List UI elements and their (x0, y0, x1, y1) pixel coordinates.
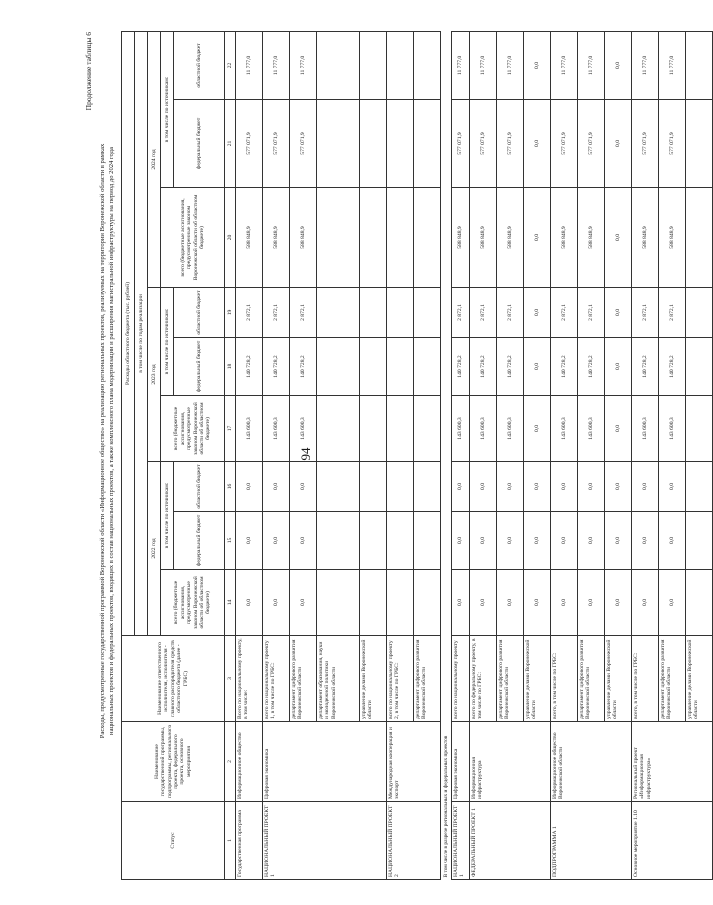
value-cell: 2 872,1 (236, 288, 263, 338)
header-expenses: Расходы областного бюджета (тыс. рублей) (122, 31, 135, 635)
value-cell (387, 31, 414, 99)
responsible-cell: департамент цифрового развития Воронежской области (290, 636, 317, 722)
value-cell: 140 728,2 (263, 338, 290, 396)
value-cell: 577 071,9 (290, 100, 317, 188)
value-cell: 140 728,2 (470, 338, 497, 396)
col-number: 21 (225, 100, 236, 188)
value-cell: 0,0 (290, 570, 317, 636)
header-sources-2024: в том числе по источникам: (161, 31, 174, 187)
value-cell (686, 462, 713, 512)
value-cell: 588 848,9 (497, 188, 524, 288)
value-cell: 0,0 (524, 188, 551, 288)
value-cell: 0,0 (605, 570, 632, 636)
header-sources-2023: в том числе по источникам: (161, 288, 174, 396)
status-cell: ПОДПРОГРАММА 1 (551, 802, 632, 880)
value-cell: 577 071,9 (659, 100, 686, 188)
header-year-2023: 2023 год (148, 288, 161, 462)
status-cell: Государственная программа (236, 802, 263, 880)
value-cell (317, 512, 360, 570)
value-cell (387, 288, 414, 338)
table-row (470, 31, 497, 879)
value-cell: 0,0 (524, 338, 551, 396)
value-cell (414, 31, 441, 99)
value-cell: 588 848,9 (632, 188, 659, 288)
value-cell: 577 071,9 (470, 100, 497, 188)
col-number: 15 (225, 512, 236, 570)
responsible-cell: Всего по национальному проекту, в том числе: (236, 636, 263, 722)
value-cell (360, 512, 387, 570)
value-cell (414, 512, 441, 570)
section-label: В том числе в разрезе региональных и федеральных проектов (441, 31, 452, 879)
responsible-cell: департамент цифрового развития Воронежской области (659, 636, 686, 722)
program-name-cell: Информационное общество (236, 722, 263, 802)
value-cell: 588 848,9 (470, 188, 497, 288)
rotated-page-content (84, 32, 700, 880)
responsible-cell: всего по национальному проекту 2, в том числе по ГРБС: (387, 636, 414, 722)
program-name-cell: Региональный проект «Информационная инфраструктура» (632, 722, 713, 802)
value-cell: 0,0 (578, 512, 605, 570)
table-row (263, 31, 290, 879)
value-cell (360, 396, 387, 462)
value-cell: 0,0 (524, 100, 551, 188)
value-cell: 2 872,1 (290, 288, 317, 338)
value-cell (414, 188, 441, 288)
value-cell: 588 848,9 (578, 188, 605, 288)
value-cell: 143 600,3 (470, 396, 497, 462)
value-cell: 0,0 (452, 570, 470, 636)
value-cell: 0,0 (605, 396, 632, 462)
expenses-table (121, 31, 713, 880)
value-cell: 0,0 (632, 570, 659, 636)
value-cell: 0,0 (290, 462, 317, 512)
value-cell (360, 570, 387, 636)
page-number: 94 (298, 447, 313, 461)
value-cell: 143 600,3 (659, 396, 686, 462)
value-cell: 11 777,0 (497, 31, 524, 99)
value-cell: 2 872,1 (452, 288, 470, 338)
col-number: 17 (225, 396, 236, 462)
value-cell (317, 288, 360, 338)
responsible-cell: департамент цифрового развития Воронежской области (497, 636, 524, 722)
value-cell (317, 396, 360, 462)
col-number: 1 (225, 802, 236, 880)
value-cell: 0,0 (605, 338, 632, 396)
value-cell: 0,0 (263, 462, 290, 512)
value-cell (317, 570, 360, 636)
value-cell: 140 728,2 (497, 338, 524, 396)
value-cell: 577 071,9 (236, 100, 263, 188)
value-cell (686, 512, 713, 570)
header-federal-2023: федеральный бюджет (174, 338, 225, 396)
table-row (632, 31, 659, 879)
value-cell: 0,0 (452, 462, 470, 512)
header-total-2023: всего (бюджетные ассигнования, предусмотренные законом Воронежской области об областном бюджете) (161, 396, 225, 462)
header-total-2022: всего (бюджетные ассигнования, предусмотренные законом Воронежской области об областном бюджете) (161, 570, 225, 636)
value-cell (317, 338, 360, 396)
value-cell: 577 071,9 (263, 100, 290, 188)
value-cell: 143 600,3 (263, 396, 290, 462)
value-cell (686, 338, 713, 396)
value-cell: 143 600,3 (497, 396, 524, 462)
status-cell: НАЦИОНАЛЬНЫЙ ПРОЕКТ 1 (263, 802, 387, 880)
value-cell (414, 396, 441, 462)
value-cell: 577 071,9 (632, 100, 659, 188)
value-cell: 0,0 (497, 512, 524, 570)
column-number-row (225, 31, 236, 879)
value-cell (387, 462, 414, 512)
header-federal-2024: федеральный бюджет (174, 100, 225, 188)
value-cell: 2 872,1 (470, 288, 497, 338)
header-year-2022: 2022 год (148, 462, 161, 636)
document-title (99, 42, 117, 840)
header-status: Статус (122, 802, 225, 880)
responsible-cell: управление делами Воронежской области (686, 636, 713, 722)
value-cell: 0,0 (452, 512, 470, 570)
value-cell (686, 396, 713, 462)
responsible-cell: всего, в том числе по ГРБС: (551, 636, 578, 722)
header-responsible: Наименование ответственного исполнителя, исполнителя - главного распорядителя средств областного бюджета (далее - ГРБС) (122, 636, 225, 722)
value-cell: 0,0 (605, 188, 632, 288)
value-cell: 2 872,1 (659, 288, 686, 338)
value-cell: 143 600,3 (236, 396, 263, 462)
header-year-2024: 2024 год (148, 31, 161, 287)
responsible-cell: всего, в том числе по ГРБС: (632, 636, 659, 722)
value-cell: 0,0 (605, 512, 632, 570)
value-cell: 0,0 (605, 100, 632, 188)
value-cell: 0,0 (524, 512, 551, 570)
value-cell: 0,0 (659, 512, 686, 570)
header-sources-2022: в том числе по источникам: (161, 462, 174, 570)
status-cell: НАЦИОНАЛЬНЫЙ ПРОЕКТ 1 (452, 802, 470, 880)
header-incl-years: в том числе по годам реализации (135, 31, 148, 635)
value-cell: 2 872,1 (632, 288, 659, 338)
title-line-2: национальных проектов и федеральных проектов, входящих в состав национальных проектов, а также комплексного плана модернизации и расширения магистральной инфраструктуры на период до 2024 года (107, 147, 115, 735)
col-number: 20 (225, 188, 236, 288)
value-cell (360, 338, 387, 396)
value-cell (686, 188, 713, 288)
status-cell: Основное мероприятие 1.10 (632, 802, 713, 880)
col-number: 16 (225, 462, 236, 512)
responsible-cell: всего по национальному проекту (452, 636, 470, 722)
value-cell: 11 777,0 (632, 31, 659, 99)
value-cell: 140 728,2 (290, 338, 317, 396)
value-cell: 0,0 (578, 462, 605, 512)
value-cell: 577 071,9 (497, 100, 524, 188)
value-cell: 0,0 (497, 570, 524, 636)
table-row (551, 31, 578, 879)
value-cell: 0,0 (551, 570, 578, 636)
value-cell: 143 600,3 (290, 396, 317, 462)
col-number: 2 (225, 722, 236, 802)
table-row (452, 31, 470, 879)
responsible-cell: управление делами Воронежской области (360, 636, 387, 722)
value-cell: 11 777,0 (578, 31, 605, 99)
value-cell: 11 777,0 (452, 31, 470, 99)
value-cell: 11 777,0 (263, 31, 290, 99)
program-name-cell: Цифровая экономика (452, 722, 470, 802)
value-cell: 588 848,9 (263, 188, 290, 288)
value-cell (360, 462, 387, 512)
value-cell (317, 31, 360, 99)
value-cell: 0,0 (605, 288, 632, 338)
value-cell: 588 848,9 (659, 188, 686, 288)
value-cell: 0,0 (236, 462, 263, 512)
value-cell: 0,0 (497, 462, 524, 512)
value-cell (387, 512, 414, 570)
value-cell (317, 462, 360, 512)
table-row (387, 31, 414, 879)
program-name-cell: Информационное общество Воронежской области (551, 722, 632, 802)
value-cell: 0,0 (524, 396, 551, 462)
value-cell: 0,0 (470, 570, 497, 636)
col-number: 3 (225, 636, 236, 722)
value-cell: 0,0 (659, 570, 686, 636)
value-cell (317, 188, 360, 288)
value-cell: 0,0 (524, 570, 551, 636)
col-number: 14 (225, 570, 236, 636)
value-cell: 0,0 (551, 462, 578, 512)
value-cell: 577 071,9 (578, 100, 605, 188)
value-cell (414, 288, 441, 338)
value-cell (387, 188, 414, 288)
responsible-cell: управление делами Воронежской области (524, 636, 551, 722)
value-cell: 588 848,9 (290, 188, 317, 288)
value-cell: 588 848,9 (236, 188, 263, 288)
value-cell (387, 100, 414, 188)
value-cell: 0,0 (470, 462, 497, 512)
value-cell (360, 288, 387, 338)
program-name-cell: Цифровая экономика (263, 722, 387, 802)
value-cell (414, 338, 441, 396)
value-cell: 577 071,9 (551, 100, 578, 188)
value-cell: 588 848,9 (452, 188, 470, 288)
value-cell: 11 777,0 (659, 31, 686, 99)
responsible-cell: всего по национальному проекту 1, в том числе по ГРБС: (263, 636, 290, 722)
value-cell (387, 338, 414, 396)
value-cell: 2 872,1 (263, 288, 290, 338)
col-number: 18 (225, 338, 236, 396)
value-cell: 143 600,3 (551, 396, 578, 462)
value-cell: 2 872,1 (497, 288, 524, 338)
value-cell (360, 100, 387, 188)
value-cell (414, 570, 441, 636)
header-regional-2022: областной бюджет (174, 462, 225, 512)
value-cell: 0,0 (632, 512, 659, 570)
responsible-cell: департамент цифрового развития Воронежской области (414, 636, 441, 722)
value-cell: 11 777,0 (470, 31, 497, 99)
responsible-cell: управление делами Воронежской области (605, 636, 632, 722)
header-regional-2024: областной бюджет (174, 31, 225, 99)
col-number: 19 (225, 288, 236, 338)
value-cell (360, 31, 387, 99)
value-cell: 143 600,3 (578, 396, 605, 462)
value-cell: 140 728,2 (659, 338, 686, 396)
header-federal-2022: федеральный бюджет (174, 512, 225, 570)
status-cell: ФЕДЕРАЛЬНЫЙ ПРОЕКТ 1 (470, 802, 551, 880)
value-cell: 0,0 (236, 512, 263, 570)
value-cell: 140 728,2 (452, 338, 470, 396)
value-cell: 143 600,3 (632, 396, 659, 462)
value-cell: 0,0 (524, 462, 551, 512)
value-cell: 11 777,0 (236, 31, 263, 99)
value-cell (686, 570, 713, 636)
value-cell (387, 396, 414, 462)
appendix-label: Продолжение таблицы 6 (84, 32, 93, 111)
value-cell: 0,0 (605, 462, 632, 512)
header-regional-2023: областной бюджет (174, 288, 225, 338)
value-cell: 0,0 (551, 512, 578, 570)
col-number: 22 (225, 31, 236, 99)
value-cell: 140 728,2 (551, 338, 578, 396)
header-name: Наименование государственной программы, подпрограммы, регионального проекта, федерального проекта, основного мероприятия (122, 722, 225, 802)
value-cell: 0,0 (263, 512, 290, 570)
value-cell: 0,0 (236, 570, 263, 636)
value-cell: 11 777,0 (551, 31, 578, 99)
table-row (236, 31, 263, 879)
value-cell: 2 872,1 (578, 288, 605, 338)
value-cell: 588 848,9 (551, 188, 578, 288)
value-cell: 0,0 (659, 462, 686, 512)
value-cell: 140 728,2 (236, 338, 263, 396)
value-cell (686, 288, 713, 338)
value-cell: 0,0 (605, 31, 632, 99)
value-cell: 0,0 (470, 512, 497, 570)
value-cell: 0,0 (263, 570, 290, 636)
value-cell (317, 100, 360, 188)
program-name-cell: Информационная инфраструктура (470, 722, 551, 802)
value-cell: 0,0 (578, 570, 605, 636)
value-cell (686, 100, 713, 188)
value-cell (686, 31, 713, 99)
program-name-cell: Международная кооперация и экспорт (387, 722, 441, 802)
value-cell: 0,0 (290, 512, 317, 570)
value-cell: 143 600,3 (452, 396, 470, 462)
value-cell: 0,0 (632, 462, 659, 512)
value-cell (414, 462, 441, 512)
value-cell: 140 728,2 (578, 338, 605, 396)
responsible-cell: всего по федеральному проекту, в том числе по ГРБС: (470, 636, 497, 722)
value-cell (387, 570, 414, 636)
value-cell (414, 100, 441, 188)
section-row (441, 31, 452, 879)
value-cell (360, 188, 387, 288)
responsible-cell: департамент образования, науки и молодежной политики Воронежской области (317, 636, 360, 722)
status-cell: НАЦИОНАЛЬНЫЙ ПРОЕКТ 2 (387, 802, 441, 880)
value-cell: 577 071,9 (452, 100, 470, 188)
value-cell: 2 872,1 (551, 288, 578, 338)
header-total-2024: всего (бюджетные ассигнования, предусмотренные законом Воронежской области об областном бюджете) (161, 188, 225, 288)
value-cell: 140 728,2 (632, 338, 659, 396)
responsible-cell: департамент цифрового развития Воронежской области (578, 636, 605, 722)
value-cell: 0,0 (524, 288, 551, 338)
title-line-1: Расходы, предусмотренные государственной программой Воронежской области «Информационное общество» на реализацию региональных проектов, реализуемых на территории Воронежской области в рамках (99, 143, 106, 739)
value-cell: 11 777,0 (290, 31, 317, 99)
value-cell: 0,0 (524, 31, 551, 99)
